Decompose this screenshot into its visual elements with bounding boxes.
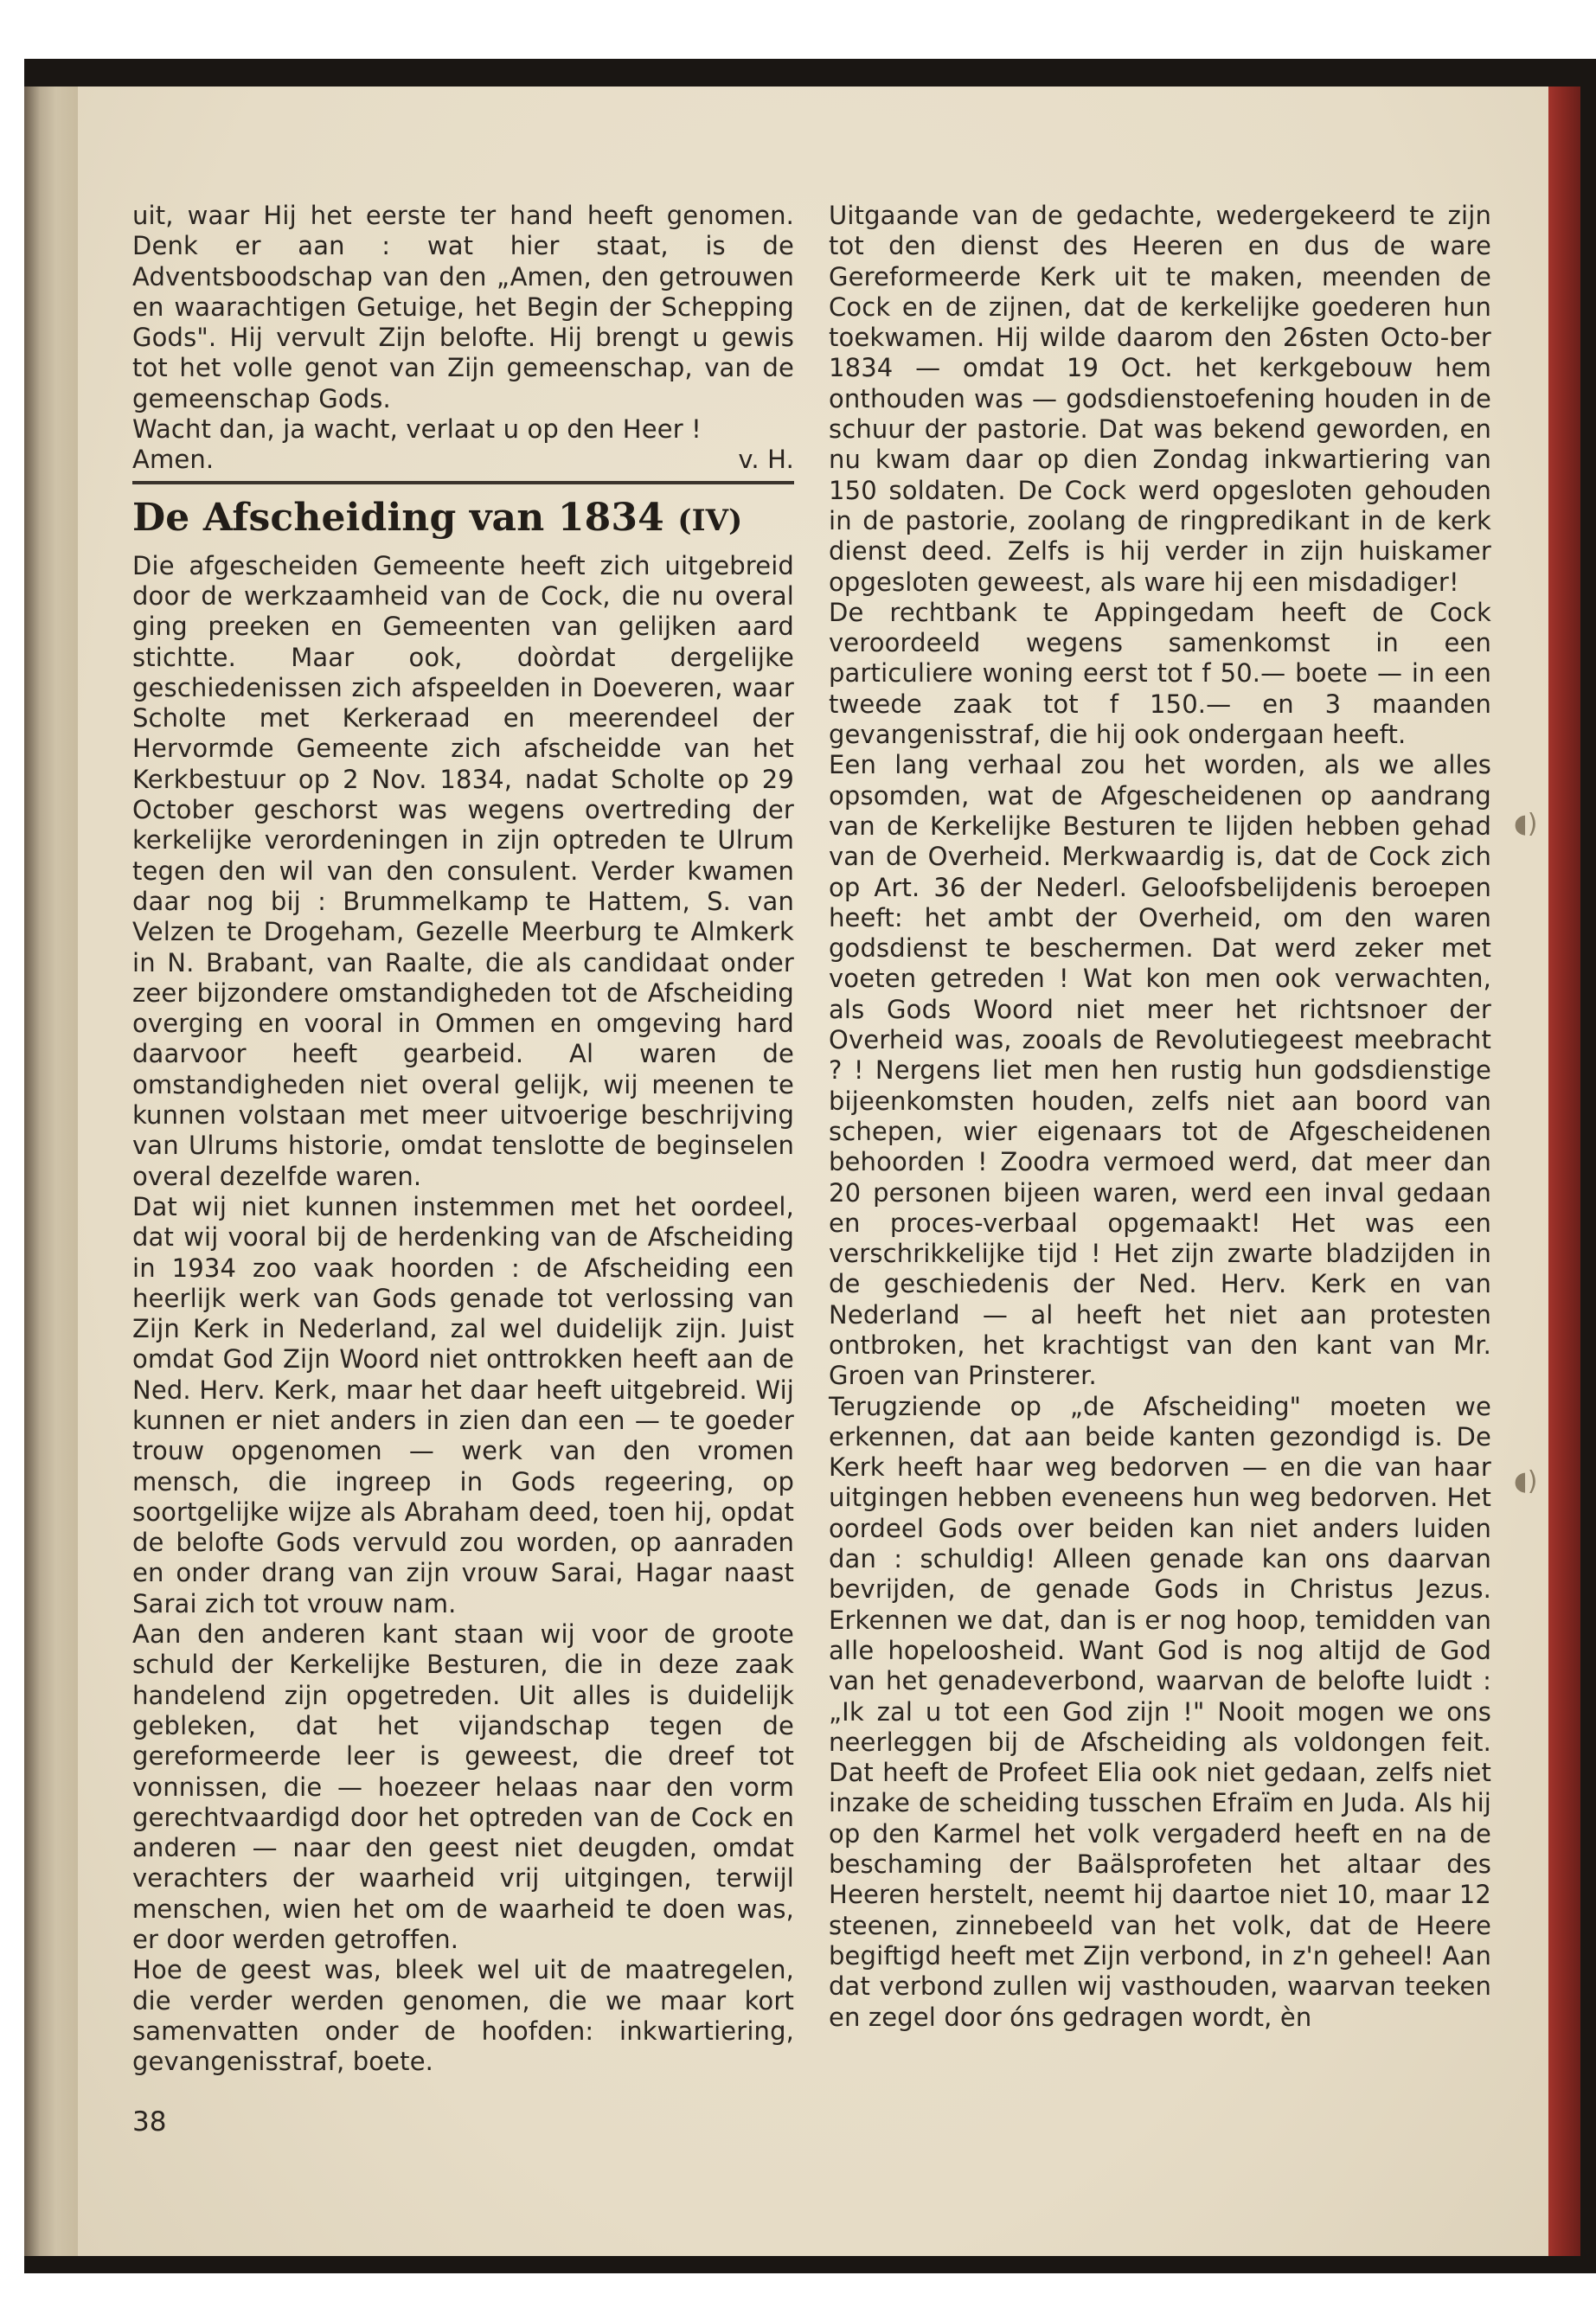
scan-border-top bbox=[24, 59, 1596, 87]
page-number: 38 bbox=[132, 2106, 167, 2138]
scan-border-right bbox=[1580, 59, 1596, 2256]
signature-line bbox=[132, 445, 794, 475]
amen-text: Amen. bbox=[132, 445, 215, 475]
section-divider bbox=[132, 481, 794, 484]
body-paragraph: Een lang verhaal zou het worden, als we alles opsomden, wat de Afgescheidenen op aandrang van de Kerkelijke Besturen te lijden hebben gehad van de Overheid. Merkwaardig is, dat de Cock zich op Art. 36 der Nederl. Geloofsbelijdenis beroepen heeft: het ambt der Overheid, om den waren godsdienst te beschermen. Dat werd zeker met voeten getreden ! Wat kon men ook verwachten, als Gods Woord niet meer het richtsnoer der Overheid was, zooals de Revolutiegeest meebracht ? ! Nergens liet men hen rustig hun godsdienstige bijeenkomsten houden, zelfs niet aan boord van schepen, wier eigenaars tot de Afgescheidenen behoorden ! Zoodra vermoed werd, dat meer dan 20 personen bijeen waren, werd een inval gedaan en proces-verbaal opgemaakt! Het was een verschrikkelijke tijd ! Het zijn zwarte bladzijden in de geschiedenis der Ned. Herv. Kerk en van Nederland — al heeft het niet aan protesten ontbroken, het krachtigst van den kant van Mr. Groen van Prinsterer. bbox=[829, 750, 1491, 1391]
body-paragraph: Hoe de geest was, bleek wel uit de maatregelen, die verder werden genomen, die we maar kort samenvatten onder de hoofden: inkwartiering, gevangenisstraf, boete. bbox=[132, 1955, 794, 2077]
body-paragraph: Terugziende op „de Afscheiding" moeten we erkennen, dat aan beide kanten gezondigd is. De Kerk heeft haar weg bedorven — en die van haar uitgingen hebben eveneens hun weg bedorven. Het oordeel Gods over beiden kan niet anders luiden dan : schuldig! Alleen genade kan ons daarvan bevrijden, de genade Gods in Christus Jezus. Erkennen we dat, dan is er nog hoop, temidden van alle hopeloosheid. Want God is nog altijd de God van het genadeverbond, waarvan de belofte luidt : „Ik zal u tot een God zijn !" Nooit mogen we ons neerleggen bij de Afscheiding als voldongen feit. Dat heeft de Profeet Elia ook niet gedaan, zelfs niet inzake de scheiding tusschen Efraïm en Juda. Als hij op den Karmel het volk vergaderd heeft en na de beschaming der Baälsprofeten het altaar des Heeren herstelt, neemt hij daartoe niet 10, maar 12 steenen, zinnebeeld van het volk, dat de Heere begiftigd heeft met Zijn verbond, in z'n geheel! Aan dat verbond zullen wij vasthouden, waarvan teeken en zegel door óns gedragen wordt, èn bbox=[829, 1391, 1491, 2032]
left-column bbox=[132, 201, 794, 2078]
heading-title: De Afscheiding van 1834 bbox=[132, 495, 664, 540]
intro-paragraph: uit, waar Hij het eerste ter hand heeft genomen. Denk er aan : wat hier staat, is de Adventsboodschap van den „Amen, den getrouwen en waarachtigen Getuige, het Begin der Schepping Gods". Hij vervult Zijn belofte. Hij brengt u gewis tot het volle genot van Zijn gemeenschap, van de gemeenschap Gods. bbox=[132, 201, 794, 413]
book-binding-right bbox=[1548, 87, 1580, 2256]
book-binding-left bbox=[24, 87, 78, 2256]
body-paragraph: De rechtbank te Appingedam heeft de Cock veroordeeld wegens samenkomst in een particuliere woning eerst tot f 50.— boete — in een tweede zaak tot f 150.— en 3 maanden gevangenisstraf, die hij ook ondergaan heeft. bbox=[829, 597, 1491, 750]
body-paragraph: Dat wij niet kunnen instemmen met het oordeel, dat wij vooral bij de herdenking van de Afscheiding in 1934 zoo vaak hoorden : de Afscheiding een heerlijk werk van Gods genade tot verlossing van Zijn Kerk in Nederland, zal wel duidelijk zijn. Juist omdat God Zijn Woord niet onttrokken heeft aan de Ned. Herv. Kerk, maar het daar heeft uitgebreid. Wij kunnen er niet anders in zien dan een — te goeder trouw opgenomen — werk van den vromen mensch, die ingreep in Gods regeering, op soortgelijke wijze als Abraham deed, toen hij, opdat de belofte Gods vervuld zou worden, op aanraden en onder drang van zijn vrouw Sarai, Hagar naast Sarai zich tot vrouw nam. bbox=[132, 1191, 794, 1618]
body-paragraph: Die afgescheiden Gemeente heeft zich uitgebreid door de werkzaamheid van de Cock, die nu overal ging preeken en Gemeenten van gelijken aard stichtte. Maar ook, doòrdat dergelijke geschiedenissen zich afspeelden in Doeveren, waar Scholte met Kerkeraad en meerendeel der Hervormde Gemeente zich afscheidde van het Kerkbestuur op 2 Nov. 1834, nadat Scholte op 29 October geschorst was wegens overtreding der kerkelijke verordeningen in zijn optreden te Ulrum tegen den wil van den consulent. Verder kwamen daar nog bij : Brummelkamp te Hattem, S. van Velzen te Drogeham, Gezelle Meerburg te Almkerk in N. Brabant, van Raalte, die als candidaat onder zeer bijzondere omstandigheden tot de Afscheiding overging en vooral in Ommen en omgeving hard daarvoor heeft gearbeid. Al waren de omstandigheden niet overal gelijk, wij meenen te kunnen volstaan met meer uitvoerige beschrijving van Ulrums historie, omdat tenslotte de beginselen overal dezelfde waren. bbox=[132, 550, 794, 1191]
heading-part-number: (IV) bbox=[677, 503, 743, 538]
margin-mark-icon: ◖) bbox=[1514, 1466, 1538, 1497]
author-signature: v. H. bbox=[738, 445, 794, 475]
scan-border-bottom bbox=[24, 2256, 1596, 2273]
article-heading bbox=[132, 493, 794, 546]
right-column bbox=[829, 201, 1491, 2033]
margin-mark-icon: ◖) bbox=[1514, 809, 1538, 839]
body-paragraph: Aan den anderen kant staan wij voor de groote schuld der Kerkelijke Besturen, die in deze zaak handelend zijn opgetreden. Uit alles is duidelijk gebleken, dat het vijandschap tegen de gereformeerde leer is geweest, die dreef tot vonnissen, die — hoezeer helaas naar den vorm gerechtvaardigd door het optreden van de Cock en anderen — naar den geest niet deugden, omdat verachters der waarheid vrij uitgingen, terwijl menschen, wien het om de waarheid te doen was, er door werden getroffen. bbox=[132, 1619, 794, 1955]
wait-line: Wacht dan, ja wacht, verlaat u op den Heer ! bbox=[132, 414, 702, 445]
body-paragraph: Uitgaande van de gedachte, wedergekeerd te zijn tot den dienst des Heeren en dus de ware Gereformeerde Kerk uit te maken, meenden de Cock en de zijnen, dat de kerkelijke goederen hun toekwamen. Hij wilde daarom den 26sten Octo-ber 1834 — omdat 19 Oct. het kerkgebouw hem onthouden was — godsdienstoefening houden in de schuur der pastorie. Dat was bekend geworden, en nu kwam daar op dien Zondag inkwartiering van 150 soldaten. De Cock werd opgesloten gehouden in de pastorie, zoolang de ringpredikant in de kerk dienst deed. Zelfs is hij verder in zijn huiskamer opgesloten geweest, als ware hij een misdadiger! bbox=[829, 201, 1491, 597]
